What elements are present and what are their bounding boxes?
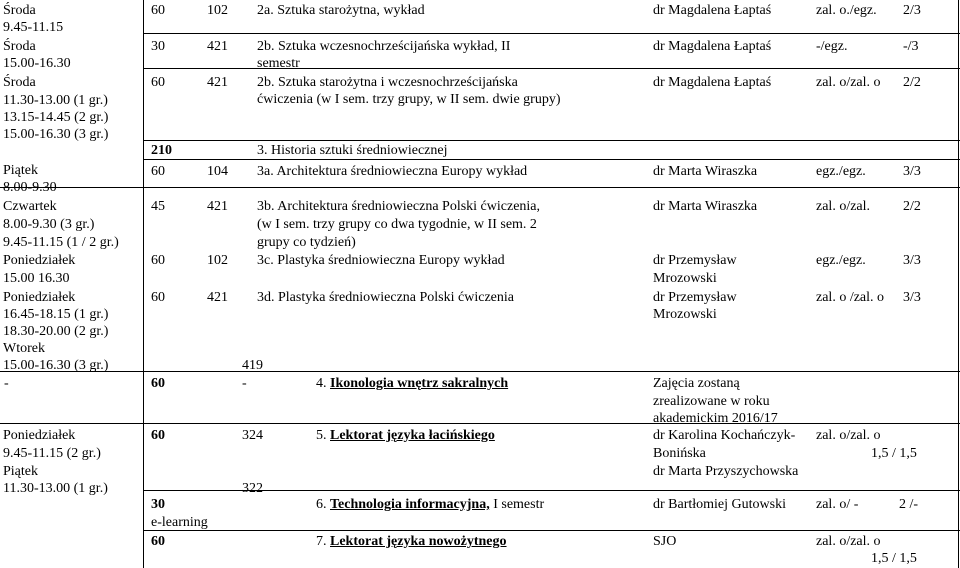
form-cell: zal. o/zal. (816, 199, 871, 214)
teacher-cell: SJO (653, 534, 677, 549)
course-number: 6. (316, 497, 327, 512)
time-label: 9.45-11.15 (3, 20, 64, 35)
course-suffix: I semestr (489, 497, 545, 512)
time-label: 15.00-16.30 (3, 56, 71, 71)
row-divider (0, 187, 960, 188)
course-cell-cont: ćwiczenia (w I sem. trzy grupy, w II sem. dwie grupy) (257, 92, 561, 107)
time-label: 11.30-13.00 (1 gr.) (3, 481, 108, 496)
note-cell-cont: zrealizowane w roku (653, 394, 770, 409)
room-cell: 102 (207, 3, 228, 18)
day-label: Poniedziałek (3, 290, 76, 305)
room-cell: 421 (207, 290, 228, 305)
teacher-cell: dr Karolina Kochańczyk- (653, 428, 796, 443)
course-cell: 3b. Architektura średniowieczna Polski ćwiczenia, (257, 199, 541, 214)
course-cell (316, 533, 507, 550)
day-label: Piątek (3, 163, 38, 178)
time-label: 13.15-14.45 (2 gr.) (3, 110, 109, 125)
time-label: 9.45-11.15 (1 / 2 gr.) (3, 235, 119, 250)
ects-cell: -/3 (903, 39, 919, 54)
day-label: Poniedziałek (3, 253, 76, 268)
hours-cell: 60 (151, 376, 165, 391)
time-label: 8.00-9.30 (3 gr.) (3, 217, 95, 232)
teacher-cell-cont: dr Marta Przyszychowska (653, 464, 799, 479)
time-label: 8.00-9.30 (3, 180, 57, 195)
hours-cell: 60 (151, 290, 165, 305)
course-title: Technologia informacyjna, (330, 497, 490, 512)
row-divider (143, 33, 960, 34)
course-title: Lektorat języka łacińskiego (330, 428, 495, 443)
day-label: Wtorek (3, 341, 45, 356)
teacher-cell: dr Bartłomiej Gutowski (653, 497, 786, 512)
hours-cell-cont: e-learning (151, 515, 208, 530)
hours-cell: 60 (151, 3, 165, 18)
ects-cell: 3/3 (903, 164, 921, 179)
teacher-cell: dr Przemysław (653, 253, 737, 268)
course-cell-cont: semestr (257, 56, 300, 71)
ects-cell: 1,5 / 1,5 (871, 446, 917, 461)
room-cell: 421 (207, 75, 228, 90)
teacher-cell: dr Magdalena Łaptaś (653, 3, 772, 18)
ects-cell: 3/3 (903, 253, 921, 268)
hours-cell: 210 (151, 143, 172, 158)
course-cell: 2b. Sztuka wczesnochrześcijańska wykład, II (257, 39, 511, 54)
hours-cell: 60 (151, 428, 165, 443)
time-label: 9.45-11.15 (2 gr.) (3, 446, 101, 461)
row-divider (143, 490, 960, 491)
course-title: Lektorat języka nowożytnego (330, 534, 507, 549)
hours-cell: 30 (151, 497, 165, 512)
time-label: 11.30-13.00 (1 gr.) (3, 93, 108, 108)
form-cell: zal. o/zal. o (816, 75, 881, 90)
teacher-cell: dr Przemysław (653, 290, 737, 305)
room-cell: 421 (207, 199, 228, 214)
form-cell: zal. o/zal. o (816, 428, 881, 443)
column-divider (143, 0, 144, 568)
room-cell: 322 (242, 481, 263, 496)
course-cell: 3a. Architektura średniowieczna Europy wykład (257, 164, 528, 179)
course-number: 7. (316, 534, 327, 549)
day-label: Środa (3, 39, 36, 54)
ects-cell: 2/2 (903, 75, 921, 90)
ects-cell: 2/2 (903, 199, 921, 214)
ects-cell: 1,5 / 1,5 (871, 551, 917, 566)
hours-cell: 60 (151, 75, 165, 90)
ects-cell: 3/3 (903, 290, 921, 305)
course-cell: 3c. Plastyka średniowieczna Europy wykład (257, 253, 505, 268)
room-cell: 324 (242, 428, 263, 443)
ects-cell: 2 /- (899, 497, 919, 512)
form-cell: -/egz. (816, 39, 848, 54)
course-cell-cont: (w I sem. trzy grupy co dwa tygodnie, w II sem. 2 (257, 217, 537, 232)
row-divider (0, 423, 960, 424)
day-label: Poniedziałek (3, 428, 76, 443)
hours-cell: 30 (151, 39, 165, 54)
form-cell: egz./egz. (816, 164, 866, 179)
time-label: 18.30-20.00 (2 gr.) (3, 324, 109, 339)
form-cell: zal. o /zal. o (816, 290, 885, 305)
teacher-cell-cont: Mrozowski (653, 271, 717, 286)
note-cell: Zajęcia zostaną (653, 376, 740, 391)
row-divider (143, 530, 960, 531)
section-title: 3. Historia sztuki średniowiecznej (257, 143, 448, 158)
time-label: 15.00-16.30 (3 gr.) (3, 358, 109, 373)
course-cell (316, 375, 508, 392)
row-divider (143, 140, 960, 141)
form-cell: zal. o/ - (816, 497, 859, 512)
room-cell: 102 (207, 253, 228, 268)
day-label: Piątek (3, 464, 38, 479)
course-cell: 3d. Plastyka średniowieczna Polski ćwiczenia (257, 290, 514, 305)
teacher-cell: dr Marta Wiraszka (653, 164, 758, 179)
course-cell (316, 427, 495, 444)
course-cell: 2b. Sztuka starożytna i wczesnochrześcijańska (257, 75, 518, 90)
course-title: Ikonologia wnętrz sakralnych (330, 376, 509, 391)
teacher-cell: dr Marta Wiraszka (653, 199, 758, 214)
teacher-cell-cont: Mrozowski (653, 307, 717, 322)
day-label: Środa (3, 3, 36, 18)
course-cell: 2a. Sztuka starożytna, wykład (257, 3, 425, 18)
course-cell (316, 496, 544, 513)
time-label: 15.00 16.30 (3, 271, 70, 286)
day-label: Czwartek (3, 199, 57, 214)
time-label: 15.00-16.30 (3 gr.) (3, 127, 109, 142)
hours-cell: 60 (151, 253, 165, 268)
row-divider (0, 371, 960, 372)
teacher-cell-cont: Bonińska (653, 446, 706, 461)
hours-cell: 45 (151, 199, 165, 214)
teacher-cell: dr Magdalena Łaptaś (653, 75, 772, 90)
room-cell: - (242, 376, 247, 391)
room-cell: 104 (207, 164, 228, 179)
column-divider (958, 0, 959, 568)
room-cell: 421 (207, 39, 228, 54)
teacher-cell: dr Magdalena Łaptaś (653, 39, 772, 54)
room-cell: 419 (242, 358, 263, 373)
form-cell: egz./egz. (816, 253, 866, 268)
time-label: 16.45-18.15 (1 gr.) (3, 307, 109, 322)
ects-cell: 2/3 (903, 3, 921, 18)
course-number: 5. (316, 428, 327, 443)
row-divider (143, 159, 960, 160)
course-cell-cont: grupy co tydzień) (257, 235, 356, 250)
form-cell: zal. o/zal. o (816, 534, 881, 549)
hours-cell: 60 (151, 534, 165, 549)
note-cell-cont: akademickim 2016/17 (653, 411, 778, 426)
day-label: Środa (3, 75, 36, 90)
course-number: 4. (316, 376, 327, 391)
hours-cell: 60 (151, 164, 165, 179)
dash-label: - (4, 376, 9, 391)
form-cell: zal. o./egz. (816, 3, 877, 18)
